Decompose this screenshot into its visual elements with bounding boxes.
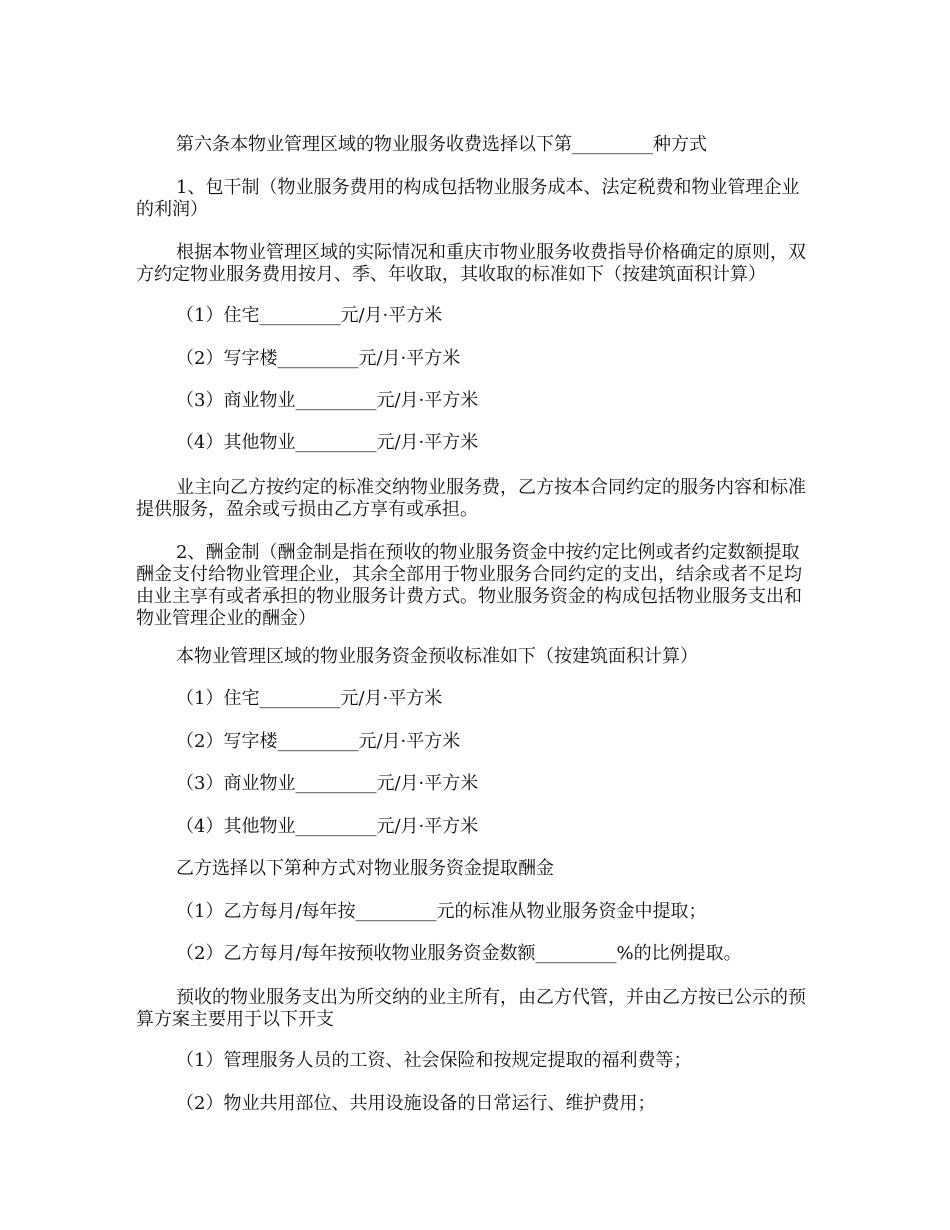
fixed-fee-system-paragraph: 1、包干制（物业服务费用的构成包括物业服务成本、法定税费和物业管理企业的利润） bbox=[136, 177, 800, 220]
commission-option-1: （1）乙方每月/每年按_________元的标准从物业服务资金中提取； bbox=[176, 901, 707, 922]
commission-system-paragraph: 2、酬金制（酬金制是指在预收的物业服务资金中按约定比例或者约定数额提取酬金支付给物业管理企业，其余全部用于物业服务合同约定的支出，结余或者不足均由业主享有或者承担的物业服务计费方式。物业服务资金的构成包括物业服务支出和物业管理企业的酬金） bbox=[136, 542, 802, 629]
commission-method-paragraph: 乙方选择以下第种方式对物业服务资金提取酬金 bbox=[176, 858, 554, 879]
expense-item-2: （2）物业共用部位、共用设施设备的日常运行、维护费用； bbox=[176, 1093, 656, 1114]
fee-item-commercial: （3）商业物业_________元/月·平方米 bbox=[176, 390, 479, 411]
fee-item-residential: （1）住宅_________元/月·平方米 bbox=[176, 305, 443, 326]
expense-item-1: （1）管理服务人员的工资、社会保险和按规定提取的福利费等； bbox=[176, 1050, 692, 1071]
fee-item-other: （4）其他物业_________元/月·平方米 bbox=[176, 432, 479, 453]
prepaid-item-commercial: （3）商业物业_________元/月·平方米 bbox=[176, 773, 479, 794]
owner-payment-paragraph: 业主向乙方按约定的标准交纳物业服务费，乙方按本合同约定的服务内容和标准提供服务，盈余或亏损由乙方享有或承担。 bbox=[136, 477, 806, 520]
article-6-heading: 第六条本物业管理区域的物业服务收费选择以下第_________种方式 bbox=[176, 134, 707, 155]
fee-item-office: （2）写字楼_________元/月·平方米 bbox=[176, 348, 461, 369]
prepaid-expenses-paragraph: 预收的物业服务支出为所交纳的业主所有，由乙方代管，并由乙方按已公示的预算方案主要用于以下开支 bbox=[136, 987, 806, 1030]
fee-standard-intro-paragraph: 根据本物业管理区域的实际情况和重庆市物业服务收费指导价格确定的原则，双方约定物业服务费用按月、季、年收取，其收取的标准如下（按建筑面积计算） bbox=[136, 242, 806, 285]
commission-option-2: （2）乙方每月/每年按预收物业服务资金数额_________%的比例提取。 bbox=[176, 943, 742, 964]
prepaid-item-office: （2）写字楼_________元/月·平方米 bbox=[176, 731, 461, 752]
prepaid-item-residential: （1）住宅_________元/月·平方米 bbox=[176, 688, 443, 709]
prepaid-item-other: （4）其他物业_________元/月·平方米 bbox=[176, 816, 479, 837]
prepaid-standard-intro: 本物业管理区域的物业服务资金预收标准如下（按建筑面积计算） bbox=[176, 646, 698, 667]
